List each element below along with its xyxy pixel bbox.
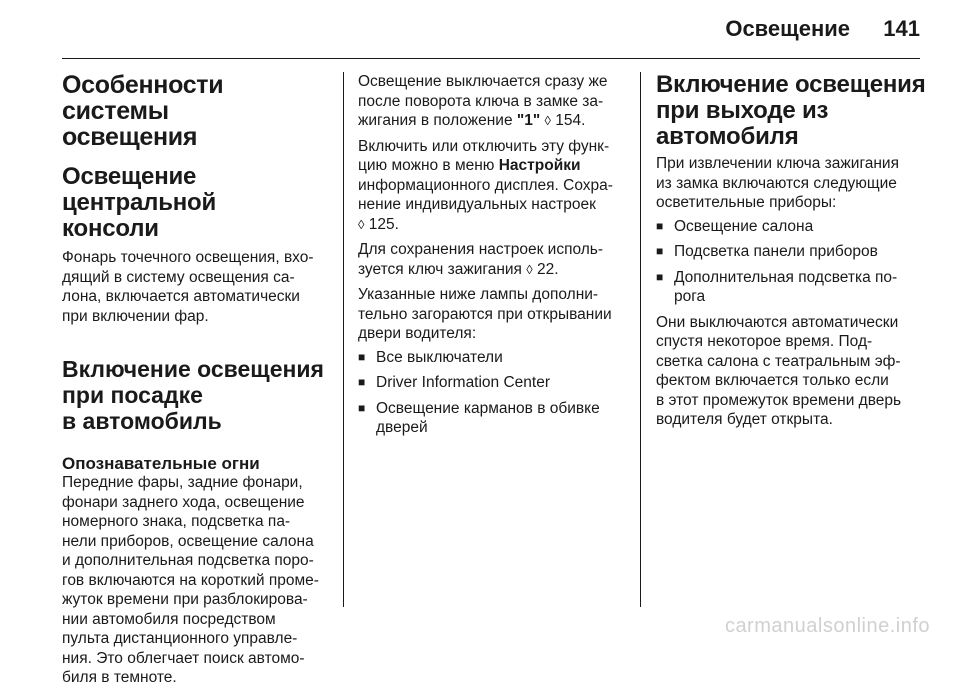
- exit-lamps-list: [656, 217, 926, 307]
- page-number: 141: [883, 16, 920, 41]
- settings-menu-text: Включить или отключить эту функ- цию можно в меню Настройки информационного дисплея. Сохра- нение индивидуальных настроек ◊ 125.: [358, 137, 613, 233]
- driver-door-text: Указанные ниже лампы дополни- тельно загораются при открывании двери водителя:: [358, 286, 612, 342]
- column-divider-1: [343, 72, 344, 607]
- column-2: [358, 72, 630, 444]
- page-ref-icon: ◊: [358, 216, 365, 232]
- exit-lighting-outro: Они выключаются автоматически спустя некоторое время. Под- светка салона с театральным эф- фектом включается только если в этот промежуток времени дверь водителя будет открыта.: [656, 313, 902, 428]
- center-console-text: Фонарь точечного освещения, вхо- дящий в систему освещения са- лона, включается автоматически при включении фар.: [62, 249, 314, 325]
- driver-door-lamps-list: [358, 348, 630, 438]
- vehicle-locator-subheading: Опознавательные огни: [62, 454, 260, 473]
- list-item: ■ Освещение салона: [656, 217, 926, 237]
- page-ref-link[interactable]: 154.: [550, 112, 586, 129]
- column-divider-2: [640, 72, 641, 607]
- page-header: [0, 0, 960, 62]
- list-item: ■ Driver Information Center: [358, 373, 630, 393]
- ignition-off-text: Освещение выключается сразу же после поворота ключа в замке за- жигания в положение "1" ◊ 154.: [358, 73, 608, 129]
- list-item: ■ Все выключатели: [358, 348, 630, 368]
- watermark: carmanualsonline.info: [724, 615, 930, 637]
- page-ref-icon: ◊: [544, 113, 551, 128]
- list-item: ■ Дополнительная подсветка по-рога: [656, 268, 926, 307]
- column-1: [62, 72, 334, 688]
- list-item: ■ Подсветка панели приборов: [656, 242, 926, 262]
- page-section-title: Освещение: [725, 16, 850, 41]
- page-ref-link[interactable]: 125.: [364, 215, 399, 233]
- settings-menu-label: Настройки: [498, 157, 581, 174]
- vehicle-locator-text: Передние фары, задние фонари, фонари заднего хода, освещение номерного знака, подсветка па- нели приборов, освещение салона и дополнительная подсветка поро- гов включаются на короткий проме- жуток времени при разблокирова- нии автомобиля посредством пульта дистанционного управле- ния. Это облегчает поиск автомо- биля в темноте.: [62, 474, 319, 686]
- main-heading: Особенности системы освещения: [62, 71, 224, 151]
- header-rule: [62, 58, 920, 59]
- exit-lighting-heading: Включение освещения при выходе из автомобиля: [656, 71, 926, 150]
- ignition-position-key: "1": [516, 112, 541, 129]
- ignition-key-text: Для сохранения настроек исполь- зуется ключ зажигания ◊ 22.: [358, 241, 604, 278]
- list-item: ■ Освещение карманов в обивке дверей: [358, 399, 630, 438]
- page-ref-icon: ◊: [526, 261, 533, 277]
- column-3: [656, 72, 926, 430]
- page-ref-link[interactable]: 22.: [532, 260, 559, 278]
- center-console-heading: Освещение центральной консоли: [62, 163, 217, 242]
- exit-lighting-intro: При извлечении ключа зажигания из замка включаются следующие осветительные приборы:: [656, 155, 899, 211]
- entry-lighting-heading: Включение освещения при посадке в автомобиль: [62, 356, 324, 434]
